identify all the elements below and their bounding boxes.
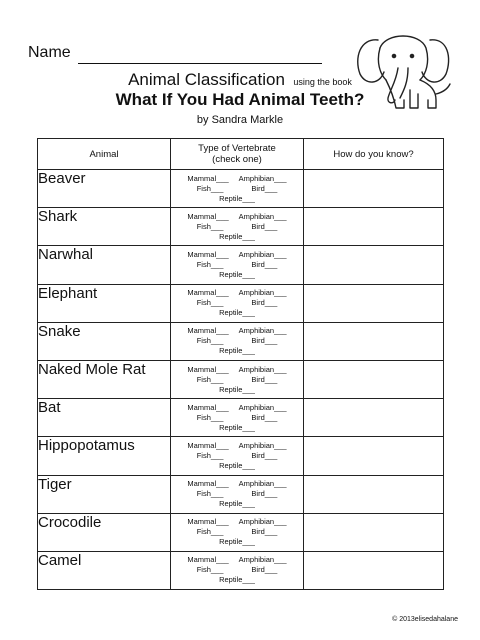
worksheet-title bbox=[0, 70, 480, 90]
option-fish[interactable]: Fish___ bbox=[196, 336, 224, 346]
header-how: How do you know? bbox=[304, 139, 444, 170]
option-bird[interactable]: Bird___ bbox=[251, 527, 278, 537]
option-reptile[interactable]: Reptile___ bbox=[219, 460, 255, 470]
option-mammal[interactable]: Mammal___ bbox=[187, 326, 229, 336]
vertebrate-options[interactable] bbox=[171, 284, 304, 322]
vertebrate-options[interactable] bbox=[171, 246, 304, 284]
vertebrate-options[interactable] bbox=[171, 170, 304, 208]
animal-name: Camel bbox=[38, 551, 171, 589]
option-amphibian[interactable]: Amphibian___ bbox=[238, 479, 287, 489]
option-amphibian[interactable]: Amphibian___ bbox=[238, 517, 287, 527]
vertebrate-options[interactable] bbox=[171, 513, 304, 551]
animal-name: Elephant bbox=[38, 284, 171, 322]
how-do-you-know-cell[interactable] bbox=[304, 513, 444, 551]
name-line bbox=[78, 63, 322, 64]
vertebrate-options[interactable] bbox=[171, 399, 304, 437]
option-amphibian[interactable]: Amphibian___ bbox=[238, 440, 287, 450]
animal-name: Naked Mole Rat bbox=[38, 360, 171, 398]
option-reptile[interactable]: Reptile___ bbox=[219, 308, 255, 318]
option-fish[interactable]: Fish___ bbox=[196, 527, 224, 537]
option-amphibian[interactable]: Amphibian___ bbox=[238, 555, 287, 565]
vertebrate-options[interactable] bbox=[171, 322, 304, 360]
table-row bbox=[38, 284, 444, 322]
author-line: by Sandra Markle bbox=[196, 114, 284, 126]
option-reptile[interactable]: Reptile___ bbox=[219, 346, 255, 356]
header-type-line1: Type of Vertebrate bbox=[198, 143, 276, 154]
vertebrate-options[interactable] bbox=[171, 208, 304, 246]
option-bird[interactable]: Bird___ bbox=[251, 450, 278, 460]
animal-name: Snake bbox=[38, 322, 171, 360]
how-do-you-know-cell[interactable] bbox=[304, 399, 444, 437]
table-row bbox=[38, 360, 444, 398]
book-title: What If You Had Animal Teeth? bbox=[115, 90, 365, 109]
table-row bbox=[38, 551, 444, 589]
vertebrate-options[interactable] bbox=[171, 437, 304, 475]
option-mammal[interactable]: Mammal___ bbox=[187, 249, 229, 259]
option-reptile[interactable]: Reptile___ bbox=[219, 269, 255, 279]
option-mammal[interactable]: Mammal___ bbox=[187, 211, 229, 221]
animal-name: Hippopotamus bbox=[38, 437, 171, 475]
option-bird[interactable]: Bird___ bbox=[251, 336, 278, 346]
option-bird[interactable]: Bird___ bbox=[251, 259, 278, 269]
table-row bbox=[38, 170, 444, 208]
option-reptile[interactable]: Reptile___ bbox=[219, 384, 255, 394]
option-amphibian[interactable]: Amphibian___ bbox=[238, 173, 287, 183]
option-fish[interactable]: Fish___ bbox=[196, 183, 224, 193]
how-do-you-know-cell[interactable] bbox=[304, 475, 444, 513]
table-row bbox=[38, 513, 444, 551]
option-mammal[interactable]: Mammal___ bbox=[187, 173, 229, 183]
option-mammal[interactable]: Mammal___ bbox=[187, 364, 229, 374]
table-row bbox=[38, 475, 444, 513]
option-bird[interactable]: Bird___ bbox=[251, 298, 278, 308]
option-bird[interactable]: Bird___ bbox=[251, 565, 278, 575]
vertebrate-options[interactable] bbox=[171, 475, 304, 513]
option-bird[interactable]: Bird___ bbox=[251, 221, 278, 231]
option-bird[interactable]: Bird___ bbox=[251, 489, 278, 499]
vertebrate-options[interactable] bbox=[171, 551, 304, 589]
animal-name: Tiger bbox=[38, 475, 171, 513]
vertebrate-options[interactable] bbox=[171, 360, 304, 398]
how-do-you-know-cell[interactable] bbox=[304, 284, 444, 322]
option-mammal[interactable]: Mammal___ bbox=[187, 402, 229, 412]
option-reptile[interactable]: Reptile___ bbox=[219, 231, 255, 241]
animal-name: Bat bbox=[38, 399, 171, 437]
option-reptile[interactable]: Reptile___ bbox=[219, 422, 255, 432]
option-fish[interactable]: Fish___ bbox=[196, 412, 224, 422]
option-bird[interactable]: Bird___ bbox=[251, 412, 278, 422]
animal-name: Crocodile bbox=[38, 513, 171, 551]
header-type-line2: (check one) bbox=[212, 154, 262, 165]
table-row bbox=[38, 437, 444, 475]
how-do-you-know-cell[interactable] bbox=[304, 208, 444, 246]
option-mammal[interactable]: Mammal___ bbox=[187, 288, 229, 298]
how-do-you-know-cell[interactable] bbox=[304, 360, 444, 398]
option-amphibian[interactable]: Amphibian___ bbox=[238, 326, 287, 336]
option-bird[interactable]: Bird___ bbox=[251, 374, 278, 384]
table-row bbox=[38, 322, 444, 360]
option-mammal[interactable]: Mammal___ bbox=[187, 517, 229, 527]
option-amphibian[interactable]: Amphibian___ bbox=[238, 402, 287, 412]
option-fish[interactable]: Fish___ bbox=[196, 565, 224, 575]
option-fish[interactable]: Fish___ bbox=[196, 298, 224, 308]
option-mammal[interactable]: Mammal___ bbox=[187, 479, 229, 489]
how-do-you-know-cell[interactable] bbox=[304, 246, 444, 284]
option-amphibian[interactable]: Amphibian___ bbox=[238, 288, 287, 298]
animal-name: Shark bbox=[38, 208, 171, 246]
how-do-you-know-cell[interactable] bbox=[304, 322, 444, 360]
header-type bbox=[171, 139, 304, 170]
title-suffix: using the book bbox=[293, 77, 352, 87]
option-fish[interactable]: Fish___ bbox=[196, 374, 224, 384]
option-mammal[interactable]: Mammal___ bbox=[187, 440, 229, 450]
option-amphibian[interactable]: Amphibian___ bbox=[238, 211, 287, 221]
option-amphibian[interactable]: Amphibian___ bbox=[238, 364, 287, 374]
header-animal: Animal bbox=[38, 139, 171, 170]
table-row bbox=[38, 246, 444, 284]
option-bird[interactable]: Bird___ bbox=[251, 183, 278, 193]
animal-name: Beaver bbox=[38, 170, 171, 208]
classification-table bbox=[37, 138, 444, 590]
option-mammal[interactable]: Mammal___ bbox=[187, 555, 229, 565]
title-text: Animal Classification bbox=[128, 70, 285, 89]
option-fish[interactable]: Fish___ bbox=[196, 450, 224, 460]
option-reptile[interactable]: Reptile___ bbox=[219, 193, 255, 203]
animal-name: Narwhal bbox=[38, 246, 171, 284]
table-row bbox=[38, 208, 444, 246]
table-header-row bbox=[38, 139, 444, 170]
table-row bbox=[38, 399, 444, 437]
option-amphibian[interactable]: Amphibian___ bbox=[238, 249, 287, 259]
option-fish[interactable]: Fish___ bbox=[196, 489, 224, 499]
option-reptile[interactable]: Reptile___ bbox=[219, 575, 255, 585]
how-do-you-know-cell[interactable] bbox=[304, 437, 444, 475]
how-do-you-know-cell[interactable] bbox=[304, 170, 444, 208]
copyright: © 2013elisedahalane bbox=[392, 616, 458, 623]
option-fish[interactable]: Fish___ bbox=[196, 221, 224, 231]
option-reptile[interactable]: Reptile___ bbox=[219, 537, 255, 547]
option-reptile[interactable]: Reptile___ bbox=[219, 499, 255, 509]
how-do-you-know-cell[interactable] bbox=[304, 551, 444, 589]
name-label: Name bbox=[28, 44, 71, 61]
option-fish[interactable]: Fish___ bbox=[196, 259, 224, 269]
